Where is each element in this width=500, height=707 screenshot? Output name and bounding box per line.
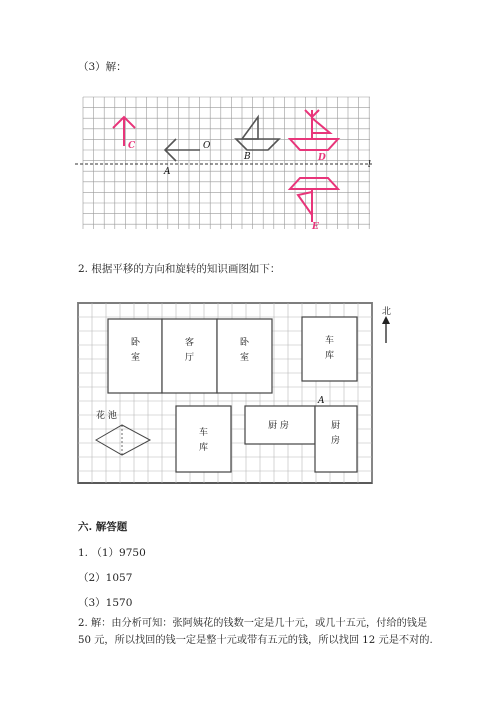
label-c: C [128,141,136,151]
bedroom1-char2: 室 [131,353,141,363]
answer-2-line-1: 2. 解：由分析可知：张阿姨花的钱数一定是几十元，或几十五元，付给的钱是 [78,618,428,629]
pond-diamond [96,425,150,455]
label-b: B [244,152,251,162]
north-label: 北 [382,307,392,317]
pink-boat-e [290,178,338,222]
answer-1-2: （2）1057 [78,572,133,584]
gray-arrow-ao [165,139,200,161]
section-title: 六. 解答题 [78,521,128,533]
kitchen1-label: 厨 房 [268,421,289,431]
pink-boat-d [290,110,338,150]
bedroom2-char1: 卧 [240,338,250,348]
label-e: E [312,222,319,232]
kitchen2-char2: 房 [331,436,341,446]
living-char1: 客 [185,338,195,348]
answer-1-1: 1. （1）9750 [78,547,146,559]
house-map [0,295,500,495]
garage-bottom-char1: 车 [199,428,209,438]
label-d: D [318,153,326,163]
pond-label: 花 池 [96,411,117,421]
gray-boat-b [236,117,279,150]
q3-label: （3）解： [78,61,127,73]
label-l: l [368,160,371,170]
room-garage-top [302,317,357,381]
point-a-label: A [318,396,325,406]
garage-top-char1: 车 [325,336,335,346]
translation-rotation-grid [0,95,500,235]
answer-1-3: （3）1570 [78,597,133,609]
bedroom1-char1: 卧 [131,338,141,348]
garage-bottom-char2: 库 [199,443,209,453]
answer-2-line-2: 50 元，所以找回的钱一定是整十元或带有五元的钱，所以找回 12 元是不对的. [78,635,433,646]
garage-top-char2: 库 [325,351,335,361]
kitchen2-char1: 厨 [331,421,341,431]
label-a: A [164,167,171,177]
q2-text: 2. 根据平移的方向和旋转的知识画图如下： [78,263,281,275]
living-char2: 厅 [185,353,195,363]
bedroom2-char2: 室 [240,353,250,363]
label-o: O [203,141,211,151]
north-arrow [382,305,391,343]
room-garage-bottom [176,406,231,472]
grid-lines [83,97,370,229]
